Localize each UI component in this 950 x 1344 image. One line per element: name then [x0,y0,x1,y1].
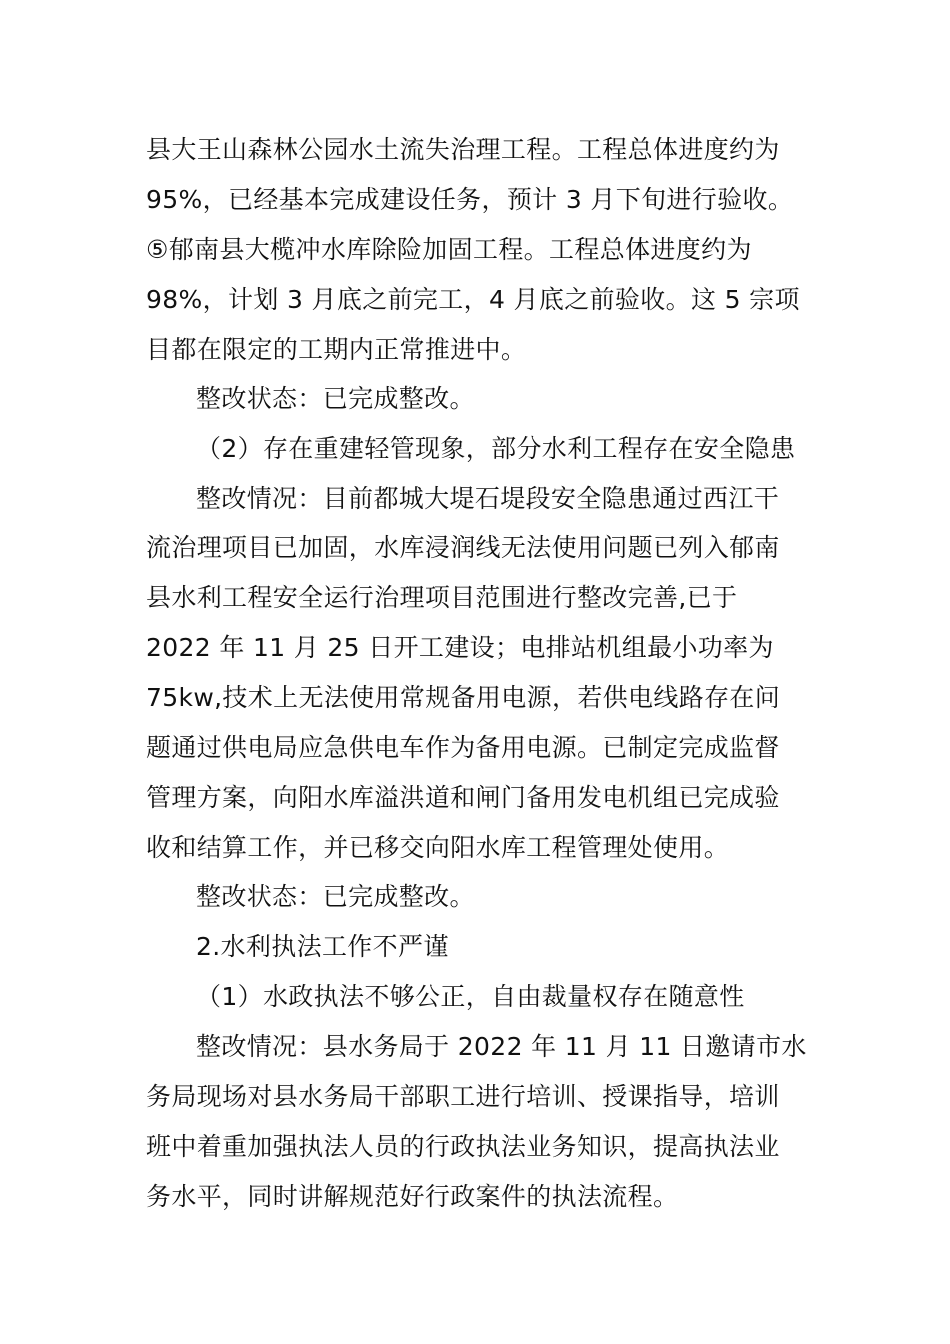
issue-heading-1: （1）水政执法不够公正，自由裁量权存在随意性 [196,982,745,1011]
section-heading-2: 2.水利执法工作不严谨 [196,932,449,961]
text-line-14: 管理方案，向阳水库溢洪道和闸门备用发电机组已完成验 [146,783,780,812]
issue-heading-2: （2）存在重建轻管现象，部分水利工程存在安全隐患 [196,434,796,463]
text-line-5: 目都在限定的工期内正常推进中。 [146,335,527,364]
text-line-3: ⑤郁南县大榄冲水库除险加固工程。工程总体进度约为 [146,235,752,264]
text-line-13: 题通过供电局应急供电车作为备用电源。已制定完成监督 [146,733,780,762]
text-line-1: 县大王山森林公园水土流失治理工程。工程总体进度约为 [146,135,780,164]
text-line-22: 务水平，同时讲解规范好行政案件的执法流程。 [146,1182,679,1211]
text-line-12: 75kw,技术上无法使用常规备用电源，若供电线路存在问 [146,683,781,712]
text-line-4: 98%，计划 3 月底之前完工，4 月底之前验收。这 5 宗项 [146,285,800,314]
rectification-details-1: 整改情况：县水务局于 2022 年 11 月 11 日邀请市水 [196,1032,807,1061]
rectification-status-2: 整改状态：已完成整改。 [196,882,475,911]
text-line-2: 95%，已经基本完成建设任务，预计 3 月下旬进行验收。 [146,185,794,214]
text-line-9: 流治理项目已加固，水库浸润线无法使用问题已列入郁南 [146,533,780,562]
text-line-11: 2022 年 11 月 25 日开工建设；电排站机组最小功率为 [146,633,774,662]
text-line-21: 班中着重加强执法人员的行政执法业务知识，提高执法业 [146,1132,780,1161]
text-line-20: 务局现场对县水务局干部职工进行培训、授课指导，培训 [146,1082,780,1111]
rectification-details-2: 整改情况：目前都城大堤石堤段安全隐患通过西江干 [196,484,780,513]
text-line-10: 县水利工程安全运行治理项目范围进行整改完善,已于 [146,583,738,612]
text-line-15: 收和结算工作，并已移交向阳水库工程管理处使用。 [146,833,730,862]
rectification-status-1: 整改状态：已完成整改。 [196,384,475,413]
